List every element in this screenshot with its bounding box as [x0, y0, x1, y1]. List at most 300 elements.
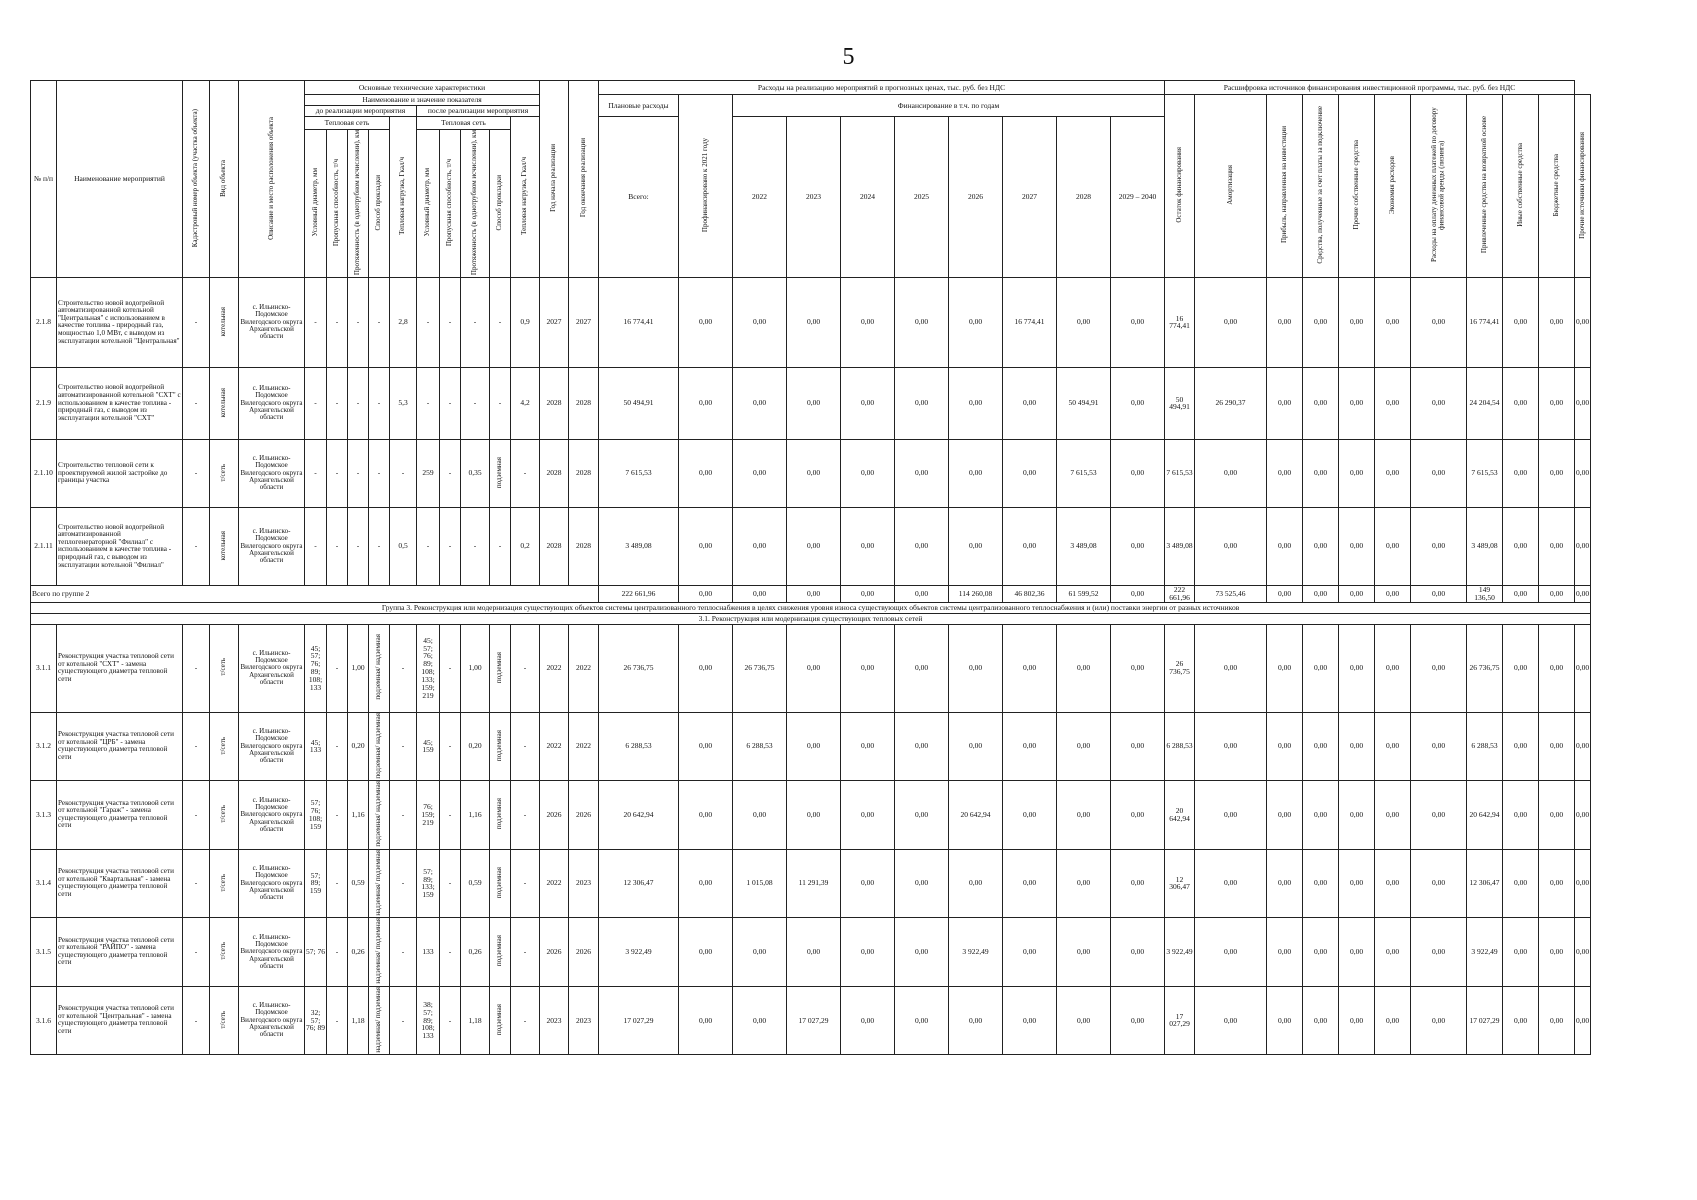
cell-b-s: подземная/ надземная [369, 712, 390, 781]
cell-total: 17 027,29 [599, 986, 679, 1055]
group-total-y23: 0,00 [787, 585, 841, 602]
group-total-y25: 0,00 [895, 585, 949, 602]
cell-ye: 2023 [569, 986, 599, 1055]
cell-y24: 0,00 [841, 712, 895, 781]
cell-loc: с. Ильинско-Подомское Вилегодского округа Архангельской области [239, 277, 305, 367]
cell-y28: 7 615,53 [1057, 439, 1111, 507]
cell-a-d: - [417, 277, 440, 367]
cell-pr: 0,00 [1267, 712, 1303, 781]
cell-ys: 2022 [540, 712, 569, 781]
cell-a-c: - [440, 277, 461, 367]
cell-bg: 0,00 [1539, 781, 1575, 850]
cell-f21: 0,00 [679, 712, 733, 781]
cell-y29: 0,00 [1111, 918, 1165, 987]
table-row [31, 367, 1591, 439]
row-number: 2.1.10 [31, 439, 57, 507]
cell-loc: с. Ильинско-Подомское Вилегодского округа Архангельской области [239, 624, 305, 712]
cell-y23: 0,00 [787, 624, 841, 712]
cell-y22: 26 736,75 [733, 624, 787, 712]
cell-ls: 0,00 [1411, 918, 1467, 987]
cell-y22: 6 288,53 [733, 712, 787, 781]
cell-rem: 3 489,08 [1165, 507, 1195, 585]
cell-y23: 17 027,29 [787, 986, 841, 1055]
cell-ye: 2028 [569, 367, 599, 439]
cell-b-l: - [348, 277, 369, 367]
cell-b-q: 2,8 [390, 277, 417, 367]
cell-a-l: - [461, 277, 490, 367]
cell-rem: 17 027,29 [1165, 986, 1195, 1055]
cell-oo: 0,00 [1503, 918, 1539, 987]
cell-cn: 0,00 [1303, 849, 1339, 918]
row-name: Строительство новой водогрейной автоматизированной котельной "СХТ" с использованием в качестве топлива - природный газ, с выводом из эксплуатации котельной "СХТ" [57, 367, 183, 439]
cell-cad: - [183, 507, 210, 585]
cell-y25: 0,00 [895, 367, 949, 439]
cell-sv: 0,00 [1375, 367, 1411, 439]
cell-am: 0,00 [1195, 624, 1267, 712]
cell-rem: 20 642,94 [1165, 781, 1195, 850]
investment-program-table [30, 80, 1591, 1055]
cell-ow: 0,00 [1339, 277, 1375, 367]
cell-y26: 0,00 [949, 277, 1003, 367]
hdr-y2024: 2024 [841, 117, 895, 278]
hdr-no: № п/п [31, 81, 57, 278]
cell-f21: 0,00 [679, 849, 733, 918]
cell-ls: 0,00 [1411, 507, 1467, 585]
group-total-rem: 222 661,96 [1165, 585, 1195, 602]
cell-y29: 0,00 [1111, 277, 1165, 367]
cell-b-l: 0,20 [348, 712, 369, 781]
cell-b-l: - [348, 439, 369, 507]
cell-ye: 2027 [569, 277, 599, 367]
hdr-by-years: Финансирование в т.ч. по годам [733, 95, 1165, 117]
cell-b-s: - [369, 277, 390, 367]
cell-pr: 0,00 [1267, 277, 1303, 367]
hdr-connect: Средства, полученные за счет платы за подключение [1303, 95, 1339, 278]
cell-oo: 0,00 [1503, 277, 1539, 367]
cell-b-l: 1,00 [348, 624, 369, 712]
cell-f21: 0,00 [679, 624, 733, 712]
cell-br: 17 027,29 [1467, 986, 1503, 1055]
cell-ow: 0,00 [1339, 712, 1375, 781]
cell-a-d: 76; 159; 219 [417, 781, 440, 850]
cell-y28: 0,00 [1057, 277, 1111, 367]
cell-br: 12 306,47 [1467, 849, 1503, 918]
cell-b-c: - [327, 439, 348, 507]
cell-b-d: 45; 57; 76; 89; 108; 133 [305, 624, 327, 712]
cell-ot: 0,00 [1575, 849, 1591, 918]
hdr-budget: Бюджетные средства [1539, 95, 1575, 278]
cell-total: 20 642,94 [599, 781, 679, 850]
cell-cad: - [183, 277, 210, 367]
row-number: 3.1.3 [31, 781, 57, 850]
hdr-sources: Расшифровка источников финансирования инвестиционной программы, тыс. руб. без НДС [1165, 81, 1575, 95]
cell-ys: 2028 [540, 507, 569, 585]
cell-y22: 0,00 [733, 367, 787, 439]
row-name: Реконструкция участка тепловой сети от котельной "ЦРБ" - замена существующего диаметра тепловой сети [57, 712, 183, 781]
cell-oo: 0,00 [1503, 986, 1539, 1055]
cell-y23: 0,00 [787, 712, 841, 781]
cell-f21: 0,00 [679, 277, 733, 367]
cell-am: 0,00 [1195, 781, 1267, 850]
cell-y24: 0,00 [841, 781, 895, 850]
hdr-laying-before: Способ прокладки [369, 129, 390, 277]
group-total-y24: 0,00 [841, 585, 895, 602]
cell-b-c: - [327, 781, 348, 850]
cell-ot: 0,00 [1575, 624, 1591, 712]
cell-ot: 0,00 [1575, 367, 1591, 439]
cell-ys: 2028 [540, 439, 569, 507]
cell-a-d: 133 [417, 918, 440, 987]
cell-a-s: подземная [490, 712, 511, 781]
cell-br: 16 774,41 [1467, 277, 1503, 367]
cell-y29: 0,00 [1111, 624, 1165, 712]
cell-a-s: подземная [490, 439, 511, 507]
cell-b-s: надземная/ подземная [369, 849, 390, 918]
row-number: 3.1.6 [31, 986, 57, 1055]
cell-b-c: - [327, 986, 348, 1055]
cell-loc: с. Ильинско-Подомское Вилегодского округа Архангельской области [239, 507, 305, 585]
cell-br: 7 615,53 [1467, 439, 1503, 507]
cell-a-q: - [511, 712, 540, 781]
cell-y25: 0,00 [895, 918, 949, 987]
cell-y25: 0,00 [895, 712, 949, 781]
cell-y28: 0,00 [1057, 712, 1111, 781]
cell-ls: 0,00 [1411, 367, 1467, 439]
cell-a-s: - [490, 277, 511, 367]
hdr-tech: Основные технические характеристики [305, 81, 540, 95]
group-total-y26: 114 260,08 [949, 585, 1003, 602]
cell-am: 0,00 [1195, 918, 1267, 987]
hdr-remaining: Остаток финансирования [1165, 95, 1195, 278]
cell-b-d: 57; 76; 108; 159 [305, 781, 327, 850]
hdr-y2029: 2029 – 2040 [1111, 117, 1165, 278]
cell-loc: с. Ильинско-Подомское Вилегодского округа Архангельской области [239, 781, 305, 850]
cell-ys: 2027 [540, 277, 569, 367]
row-number: 3.1.4 [31, 849, 57, 918]
cell-pr: 0,00 [1267, 507, 1303, 585]
cell-y29: 0,00 [1111, 986, 1165, 1055]
cell-loc: с. Ильинско-Подомское Вилегодского округа Архангельской области [239, 439, 305, 507]
cell-y28: 50 494,91 [1057, 367, 1111, 439]
cell-f21: 0,00 [679, 439, 733, 507]
cell-cad: - [183, 781, 210, 850]
cell-cn: 0,00 [1303, 367, 1339, 439]
cell-y22: 0,00 [733, 781, 787, 850]
cell-b-q: 0,5 [390, 507, 417, 585]
cell-am: 0,00 [1195, 277, 1267, 367]
cell-br: 3 489,08 [1467, 507, 1503, 585]
cell-y22: 1 015,08 [733, 849, 787, 918]
cell-b-q: - [390, 781, 417, 850]
cell-total: 12 306,47 [599, 849, 679, 918]
cell-y28: 0,00 [1057, 849, 1111, 918]
cell-y24: 0,00 [841, 624, 895, 712]
cell-b-d: 45; 133 [305, 712, 327, 781]
cell-a-l: 0,20 [461, 712, 490, 781]
cell-loc: с. Ильинско-Подомское Вилегодского округа Архангельской области [239, 986, 305, 1055]
cell-sv: 0,00 [1375, 507, 1411, 585]
cell-rem: 26 736,75 [1165, 624, 1195, 712]
cell-ow: 0,00 [1339, 918, 1375, 987]
cell-y26: 0,00 [949, 507, 1003, 585]
cell-y26: 0,00 [949, 986, 1003, 1055]
table-row [31, 277, 1591, 367]
cell-pr: 0,00 [1267, 986, 1303, 1055]
cell-a-d: 38; 57; 89; 108; 133 [417, 986, 440, 1055]
cell-ot: 0,00 [1575, 507, 1591, 585]
hdr-capacity-before: Пропускная способность, т/ч [327, 129, 348, 277]
cell-pr: 0,00 [1267, 781, 1303, 850]
cell-y27: 16 774,41 [1003, 277, 1057, 367]
cell-b-d: 32; 57; 76; 89 [305, 986, 327, 1055]
cell-ys: 2026 [540, 918, 569, 987]
cell-b-l: 0,59 [348, 849, 369, 918]
hdr-lease: Расходы на оплату денежных платежей по договору финансовой аренды (лизинга) [1411, 95, 1467, 278]
row-name: Реконструкция участка тепловой сети от котельной "Гараж" - замена существующего диаметра тепловой сети [57, 781, 183, 850]
cell-a-s: подземная [490, 918, 511, 987]
cell-ye: 2022 [569, 624, 599, 712]
cell-br: 20 642,94 [1467, 781, 1503, 850]
cell-oo: 0,00 [1503, 507, 1539, 585]
cell-a-q: - [511, 849, 540, 918]
cell-b-s: - [369, 507, 390, 585]
cell-f21: 0,00 [679, 781, 733, 850]
cell-b-d: - [305, 367, 327, 439]
cell-a-s: подземная [490, 624, 511, 712]
cell-type: котельная [210, 367, 239, 439]
cell-y29: 0,00 [1111, 781, 1165, 850]
cell-am: 0,00 [1195, 986, 1267, 1055]
cell-rem: 6 288,53 [1165, 712, 1195, 781]
cell-b-s: надземная/ подземная [369, 918, 390, 987]
cell-cad: - [183, 712, 210, 781]
cell-sv: 0,00 [1375, 918, 1411, 987]
cell-sv: 0,00 [1375, 277, 1411, 367]
cell-bg: 0,00 [1539, 367, 1575, 439]
group-3-title: Группа 3. Реконструкция или модернизация существующих объектов системы централизованного теплоснабжения в целях снижения уровня износа существующих объектов системы централизованного теплоснабжения и (или) поставки энергии от разных источников [31, 602, 1591, 613]
cell-total: 50 494,91 [599, 367, 679, 439]
row-number: 2.1.11 [31, 507, 57, 585]
cell-a-q: - [511, 986, 540, 1055]
cell-y23: 0,00 [787, 781, 841, 850]
cell-type: т/сеть [210, 712, 239, 781]
cell-a-q: - [511, 781, 540, 850]
hdr-length-before: Протяженность (в однотрубном исчислении), км [348, 129, 369, 277]
cell-a-d: 45; 57; 76; 89; 108; 133; 159; 219 [417, 624, 440, 712]
cell-ot: 0,00 [1575, 712, 1591, 781]
cell-y28: 0,00 [1057, 624, 1111, 712]
cell-y28: 0,00 [1057, 918, 1111, 987]
cell-b-s: подземная/ надземная [369, 781, 390, 850]
row-number: 3.1.5 [31, 918, 57, 987]
cell-y25: 0,00 [895, 507, 949, 585]
cell-y22: 0,00 [733, 277, 787, 367]
group-total-y27: 46 802,36 [1003, 585, 1057, 602]
cell-ow: 0,00 [1339, 367, 1375, 439]
cell-a-l: 1,00 [461, 624, 490, 712]
cell-b-q: - [390, 849, 417, 918]
cell-y27: 0,00 [1003, 918, 1057, 987]
cell-y27: 0,00 [1003, 439, 1057, 507]
cell-b-q: - [390, 624, 417, 712]
cell-cn: 0,00 [1303, 986, 1339, 1055]
cell-a-d: - [417, 507, 440, 585]
hdr-year-start: Год начала реализации [540, 81, 569, 278]
cell-y25: 0,00 [895, 849, 949, 918]
hdr-name: Наименование мероприятий [57, 81, 183, 278]
cell-a-d: 45; 159 [417, 712, 440, 781]
cell-b-s: надземная/ подземная [369, 986, 390, 1055]
cell-b-c: - [327, 624, 348, 712]
cell-bg: 0,00 [1539, 918, 1575, 987]
cell-ls: 0,00 [1411, 849, 1467, 918]
cell-ow: 0,00 [1339, 849, 1375, 918]
cell-y24: 0,00 [841, 918, 895, 987]
cell-b-d: 57; 89; 159 [305, 849, 327, 918]
cell-y25: 0,00 [895, 439, 949, 507]
cell-loc: с. Ильинско-Подомское Вилегодского округа Архангельской области [239, 712, 305, 781]
cell-a-s: подземная [490, 849, 511, 918]
cell-ye: 2026 [569, 781, 599, 850]
cell-ot: 0,00 [1575, 277, 1591, 367]
table-row [31, 624, 1591, 712]
cell-ow: 0,00 [1339, 781, 1375, 850]
cell-am: 26 290,37 [1195, 367, 1267, 439]
cell-ye: 2028 [569, 439, 599, 507]
subgroup-3-1-title: 3.1. Реконструкция или модернизация существующих тепловых сетей [31, 613, 1591, 624]
row-name: Реконструкция участка тепловой сети от котельной "Центральная" - замена существующего диаметра тепловой сети [57, 986, 183, 1055]
cell-ow: 0,00 [1339, 624, 1375, 712]
hdr-planned: Плановые расходы [599, 95, 679, 117]
cell-y26: 0,00 [949, 439, 1003, 507]
table-row [31, 986, 1591, 1055]
cell-type: т/сеть [210, 849, 239, 918]
cell-b-c: - [327, 849, 348, 918]
cell-rem: 12 306,47 [1165, 849, 1195, 918]
cell-b-l: 0,26 [348, 918, 369, 987]
cell-y28: 0,00 [1057, 986, 1111, 1055]
cell-total: 3 922,49 [599, 918, 679, 987]
cell-y27: 0,00 [1003, 781, 1057, 850]
cell-a-q: 0,2 [511, 507, 540, 585]
cell-ot: 0,00 [1575, 918, 1591, 987]
cell-f21: 0,00 [679, 367, 733, 439]
cell-y22: 0,00 [733, 918, 787, 987]
cell-b-s: подземная/ надземная [369, 624, 390, 712]
cell-a-c: - [440, 986, 461, 1055]
cell-am: 0,00 [1195, 712, 1267, 781]
cell-type: т/сеть [210, 439, 239, 507]
cell-pr: 0,00 [1267, 624, 1303, 712]
cell-b-l: 1,16 [348, 781, 369, 850]
cell-a-c: - [440, 367, 461, 439]
page-number: 5 [842, 44, 855, 70]
group-total-am: 73 525,46 [1195, 585, 1267, 602]
group-total-f21: 0,00 [679, 585, 733, 602]
cell-b-d: 57; 76 [305, 918, 327, 987]
cell-br: 6 288,53 [1467, 712, 1503, 781]
cell-y29: 0,00 [1111, 507, 1165, 585]
hdr-indicator: Наименование и значение показателя [305, 95, 540, 106]
cell-f21: 0,00 [679, 507, 733, 585]
cell-b-c: - [327, 507, 348, 585]
hdr-other-own: Иные собственные средства [1503, 95, 1539, 278]
cell-bg: 0,00 [1539, 439, 1575, 507]
cell-b-d: - [305, 507, 327, 585]
cell-b-q: - [390, 986, 417, 1055]
cell-ye: 2023 [569, 849, 599, 918]
cell-cad: - [183, 849, 210, 918]
cell-cn: 0,00 [1303, 507, 1339, 585]
hdr-length-after: Протяженность (в однотрубном исчислении), км [461, 129, 490, 277]
group-total-label: Всего по группе 2 [31, 585, 599, 602]
hdr-other: Прочие источники финансирования [1575, 95, 1591, 278]
cell-ot: 0,00 [1575, 439, 1591, 507]
hdr-profit: Прибыль, направленная на инвестиции [1267, 95, 1303, 278]
group-3-title-row [31, 602, 1591, 613]
cell-oo: 0,00 [1503, 781, 1539, 850]
cell-loc: с. Ильинско-Подомское Вилегодского округа Архангельской области [239, 849, 305, 918]
cell-a-c: - [440, 624, 461, 712]
cell-y29: 0,00 [1111, 367, 1165, 439]
hdr-before: до реализации мероприятия [305, 106, 417, 117]
cell-cn: 0,00 [1303, 277, 1339, 367]
cell-ow: 0,00 [1339, 986, 1375, 1055]
cell-b-c: - [327, 918, 348, 987]
cell-oo: 0,00 [1503, 849, 1539, 918]
hdr-heatnet-before: Тепловая сеть [305, 117, 390, 130]
cell-cn: 0,00 [1303, 712, 1339, 781]
hdr-financed-2021: Профинансировано к 2021 году [679, 95, 733, 278]
cell-ls: 0,00 [1411, 439, 1467, 507]
group-total-total: 222 661,96 [599, 585, 679, 602]
hdr-y2026: 2026 [949, 117, 1003, 278]
hdr-type: Вид объекта [210, 81, 239, 278]
cell-y28: 0,00 [1057, 781, 1111, 850]
cell-y26: 0,00 [949, 367, 1003, 439]
cell-pr: 0,00 [1267, 367, 1303, 439]
cell-pr: 0,00 [1267, 918, 1303, 987]
cell-type: котельная [210, 277, 239, 367]
cell-b-c: - [327, 277, 348, 367]
cell-oo: 0,00 [1503, 439, 1539, 507]
group-total-oo: 0,00 [1503, 585, 1539, 602]
cell-y26: 3 922,49 [949, 918, 1003, 987]
cell-cad: - [183, 367, 210, 439]
table-row [31, 781, 1591, 850]
cell-y24: 0,00 [841, 439, 895, 507]
hdr-heatnet-after: Тепловая сеть [417, 117, 511, 130]
hdr-diam-after: Условный диаметр, мм [417, 129, 440, 277]
cell-a-c: - [440, 849, 461, 918]
hdr-borrowed: Привлеченные средства на возвратной основе [1467, 95, 1503, 278]
table-row [31, 439, 1591, 507]
cell-a-s: - [490, 367, 511, 439]
cell-total: 26 736,75 [599, 624, 679, 712]
cell-ye: 2028 [569, 507, 599, 585]
cell-type: т/сеть [210, 918, 239, 987]
cell-ot: 0,00 [1575, 781, 1591, 850]
cell-type: котельная [210, 507, 239, 585]
cell-y23: 0,00 [787, 367, 841, 439]
cell-a-l: 1,16 [461, 781, 490, 850]
cell-b-d: - [305, 439, 327, 507]
hdr-y2028: 2028 [1057, 117, 1111, 278]
cell-sv: 0,00 [1375, 986, 1411, 1055]
cell-a-c: - [440, 439, 461, 507]
cell-y26: 0,00 [949, 712, 1003, 781]
cell-bg: 0,00 [1539, 986, 1575, 1055]
